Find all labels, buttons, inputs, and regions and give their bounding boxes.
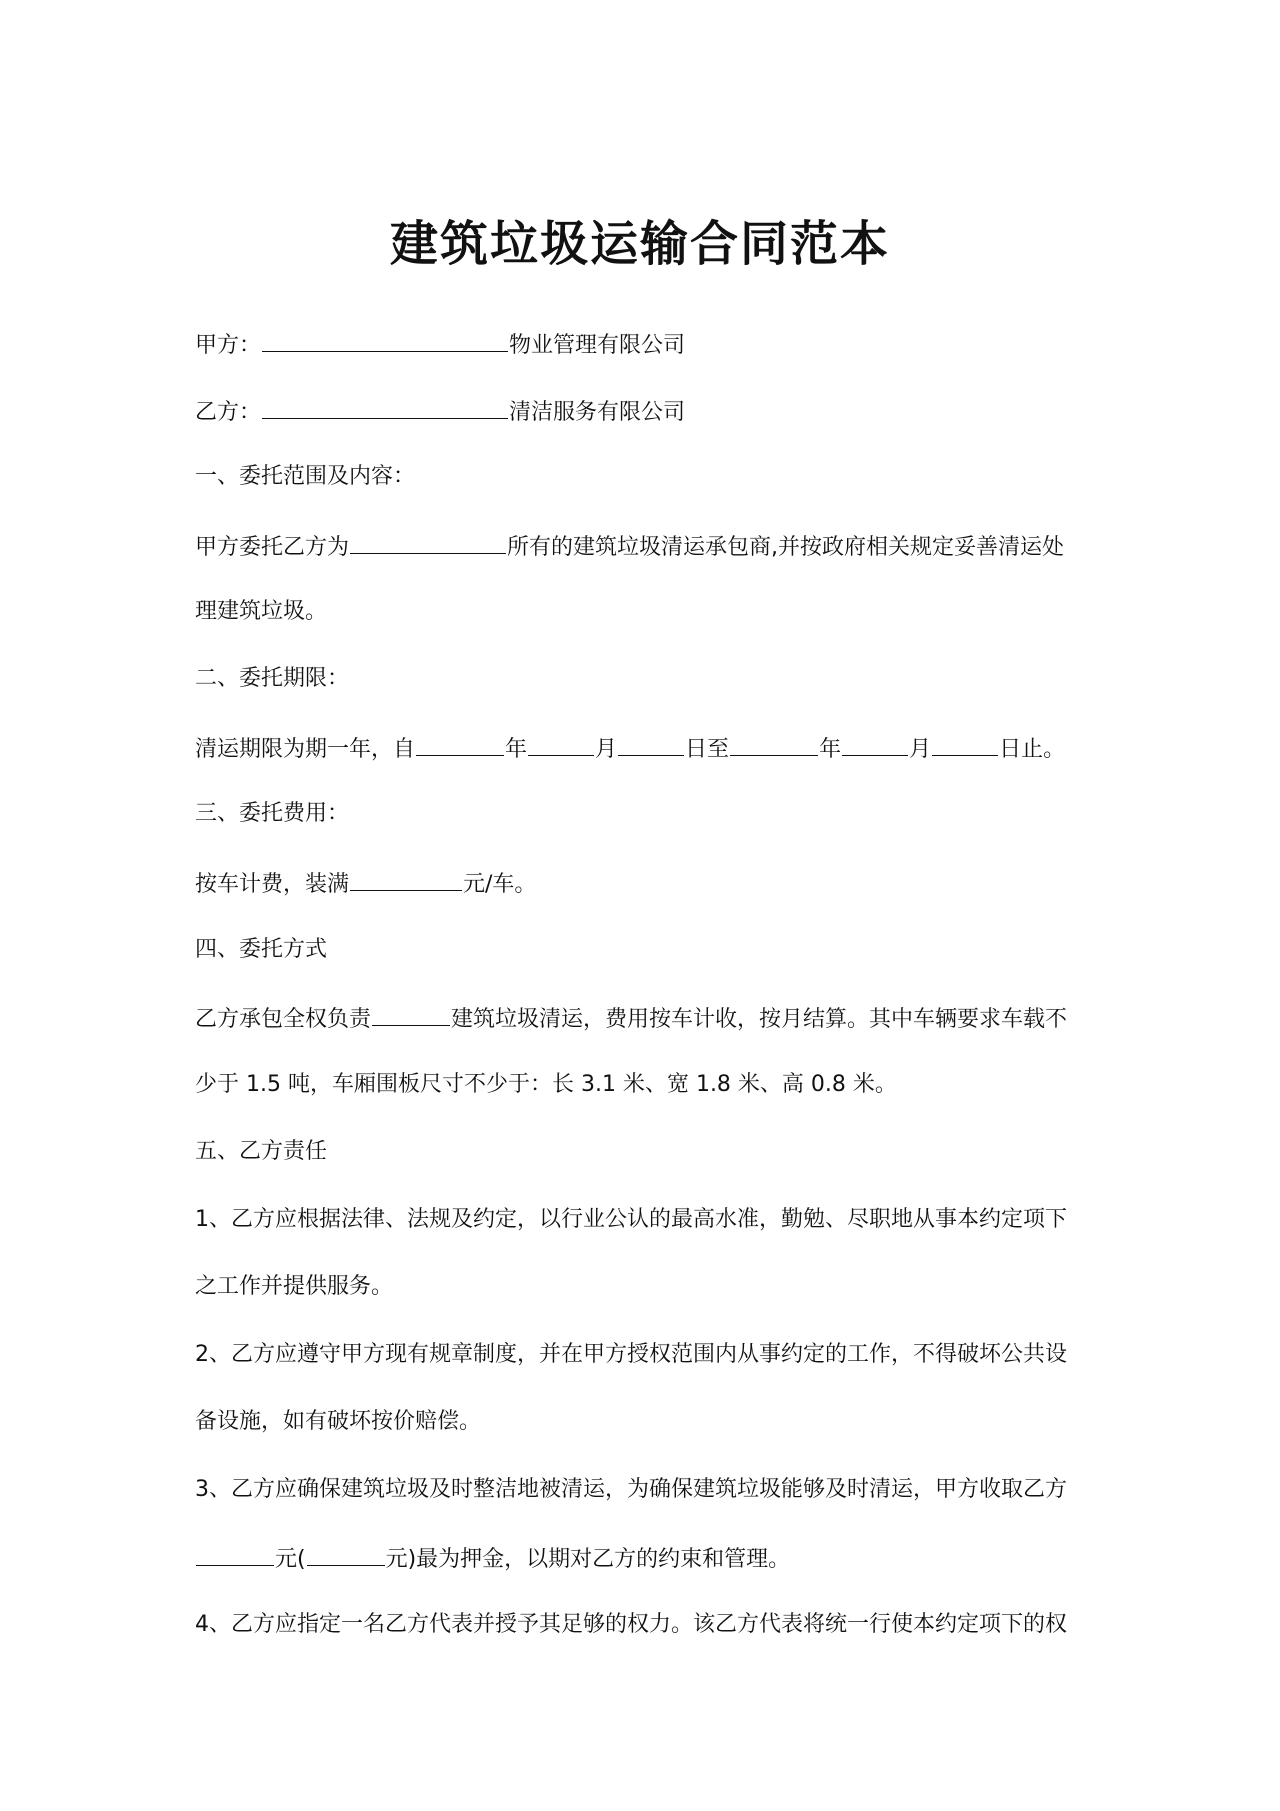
item1-line2: 之工作并提供服务。	[195, 1274, 394, 1299]
item4-line1: 4、乙方应指定一名乙方代表并授予其足够的权力。该乙方代表将统一行使本约定项下的权	[195, 1612, 1068, 1637]
section4-p1-pre: 乙方承包全权负责	[195, 1007, 372, 1032]
term-text-4: 日至	[685, 737, 730, 762]
party-b-suffix: 清洁服务有限公司	[509, 400, 686, 425]
term-text-1: 清运期限为期一年，自	[195, 737, 416, 762]
section4-paragraph-line2: 少于 1.5 吨，车厢围板尺寸不少于：长 3.1 米、宽 1.8 米、高 0.8 米。	[195, 1072, 897, 1097]
party-b-line	[195, 394, 1095, 429]
section1-scope-blank[interactable]	[350, 529, 506, 554]
section4-p1-post: 建筑垃圾清运，费用按车计收，按月结算。其中车辆要求车载不	[451, 1007, 1068, 1032]
item1-line1: 1、乙方应根据法律、法规及约定，以行业公认的最高水准，勤勉、尽职地从事本约定项下	[195, 1207, 1068, 1232]
item2-line2: 备设施，如有破坏按价赔偿。	[195, 1409, 482, 1434]
party-a-suffix: 物业管理有限公司	[509, 333, 686, 358]
item3-line2	[195, 1541, 1095, 1576]
deposit-amount-blank[interactable]	[196, 1541, 274, 1566]
fee-post: 元/车。	[463, 872, 537, 897]
term-text-2: 年	[505, 737, 528, 762]
end-year-blank[interactable]	[730, 731, 818, 756]
term-text-3: 月	[595, 737, 618, 762]
end-month-blank[interactable]	[842, 731, 908, 756]
section3-heading: 三、委托费用：	[195, 801, 350, 826]
document-title: 建筑垃圾运输合同范本	[389, 216, 890, 272]
section5-heading: 五、乙方责任	[195, 1139, 328, 1164]
party-b-label: 乙方：	[195, 400, 262, 425]
item3-line1: 3、乙方应确保建筑垃圾及时整洁地被清运，为确保建筑垃圾能够及时清运，甲方收取乙方	[195, 1477, 1068, 1502]
section3-fee-line	[195, 866, 1095, 901]
section1-paragraph-line1	[195, 529, 1095, 564]
party-a-line	[195, 327, 1095, 362]
section4-scope-blank[interactable]	[372, 1001, 450, 1026]
item3-l2-a: 元(	[275, 1547, 306, 1572]
section1-p1-pre: 甲方委托乙方为	[195, 535, 350, 560]
term-text-5: 年	[819, 737, 842, 762]
section1-heading: 一、委托范围及内容：	[195, 464, 416, 489]
item3-l2-b: 元)最为押金，以期对乙方的约束和管理。	[385, 1547, 791, 1572]
section4-heading: 四、委托方式	[195, 937, 328, 962]
term-text-6: 月	[909, 737, 932, 762]
section1-paragraph-line2: 理建筑垃圾。	[195, 599, 328, 624]
item2-line1: 2、乙方应遵守甲方现有规章制度，并在甲方授权范围内从事约定的工作，不得破坏公共设	[195, 1342, 1068, 1367]
deposit-amount-words-blank[interactable]	[307, 1541, 385, 1566]
party-a-blank[interactable]	[262, 327, 508, 352]
party-a-label: 甲方：	[195, 333, 262, 358]
section2-heading: 二、委托期限：	[195, 666, 350, 691]
party-b-blank[interactable]	[262, 394, 508, 419]
section4-paragraph-line1	[195, 1001, 1095, 1036]
start-month-blank[interactable]	[528, 731, 594, 756]
fee-pre: 按车计费，装满	[195, 872, 350, 897]
fee-amount-blank[interactable]	[350, 866, 462, 891]
start-day-blank[interactable]	[618, 731, 684, 756]
section2-term-line	[195, 731, 1095, 766]
term-text-7: 日止。	[999, 737, 1066, 762]
start-year-blank[interactable]	[416, 731, 504, 756]
section1-p1-post: 所有的建筑垃圾清运承包商,并按政府相关规定妥善清运处	[507, 535, 1065, 560]
end-day-blank[interactable]	[932, 731, 998, 756]
